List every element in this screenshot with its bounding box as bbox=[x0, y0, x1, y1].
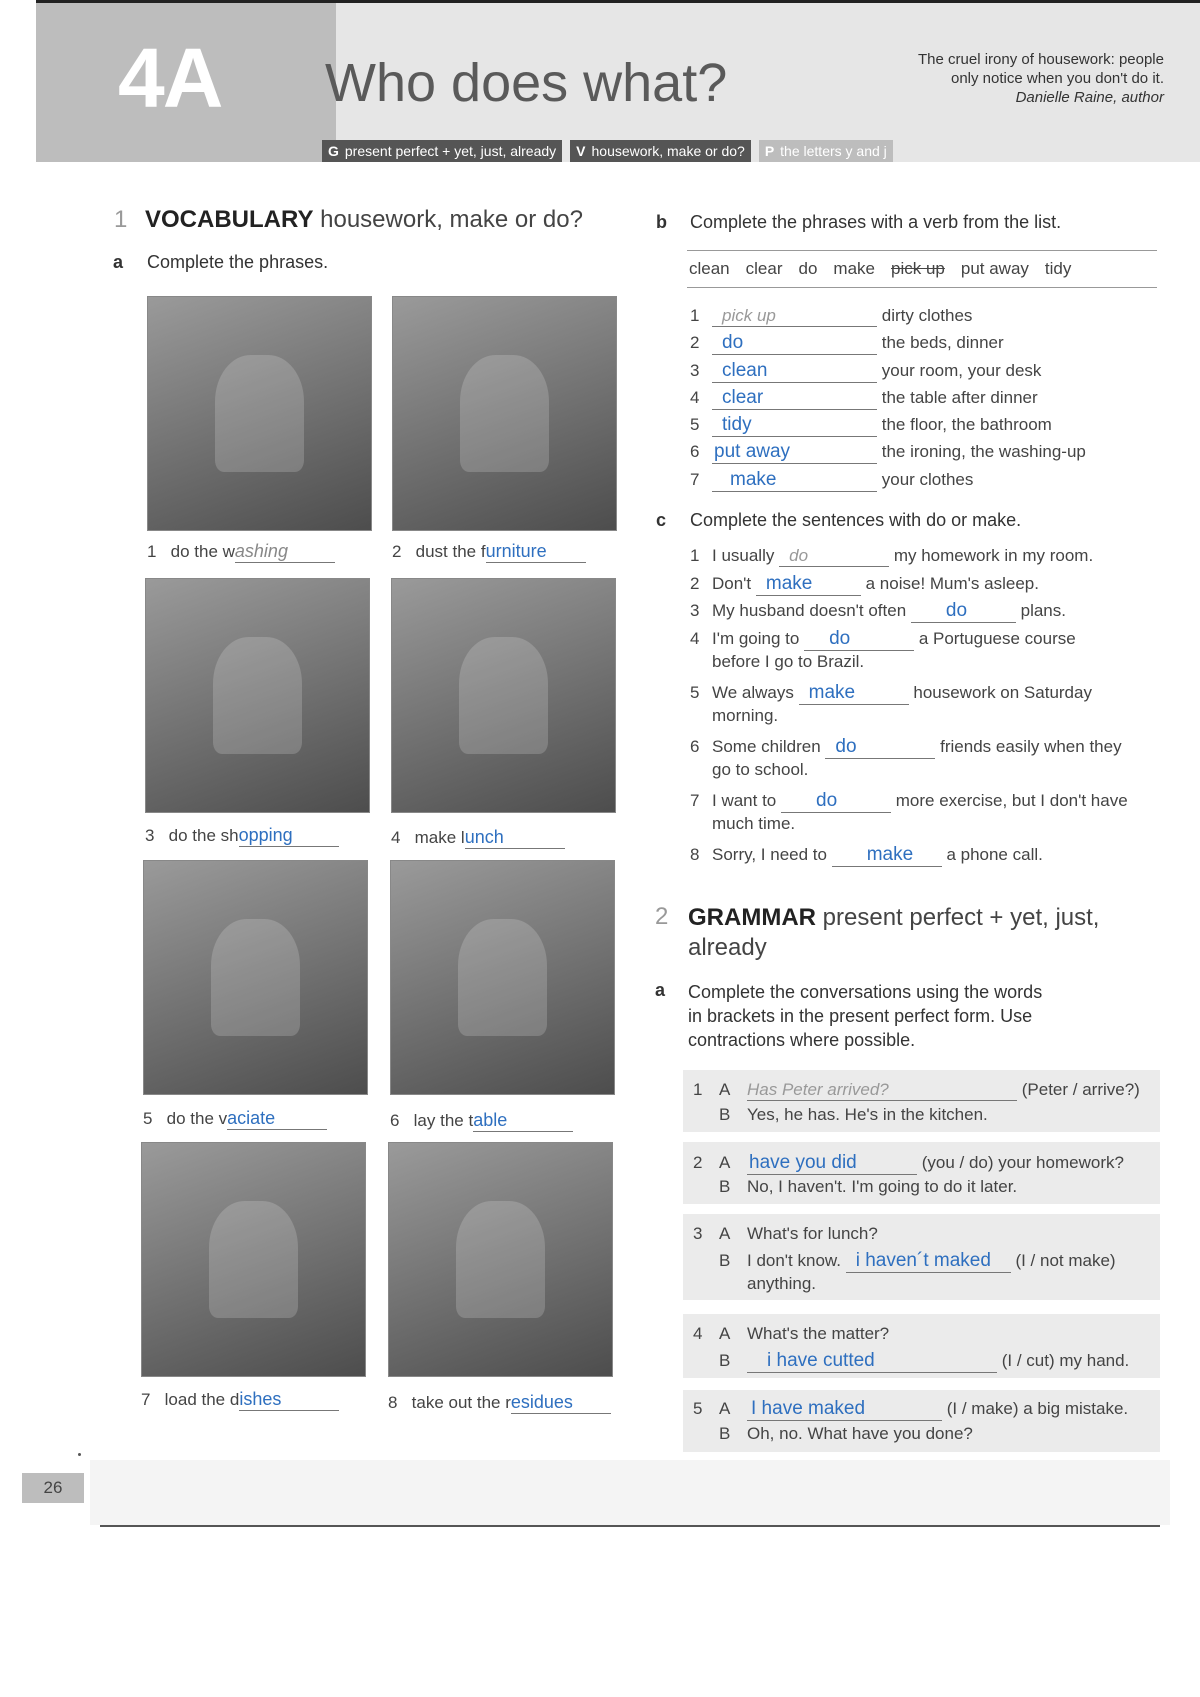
item-prefix: do the w bbox=[170, 542, 235, 561]
item-number: 1 bbox=[690, 306, 700, 325]
answer-input[interactable]: do bbox=[712, 332, 877, 355]
word-item: make bbox=[833, 259, 875, 278]
answer-input[interactable]: make bbox=[832, 844, 942, 867]
line-text: No, I haven't. I'm going to do it later. bbox=[747, 1177, 1018, 1196]
answer-example: Has Peter arrived? bbox=[747, 1080, 1017, 1101]
phrase-text: dirty clothes bbox=[881, 306, 973, 325]
item-prefix: dust the f bbox=[415, 542, 486, 561]
phrase-item bbox=[388, 1392, 611, 1414]
item-prefix: lay the t bbox=[413, 1111, 474, 1130]
sentence-continuation: morning. bbox=[712, 706, 779, 725]
answer-input[interactable]: do bbox=[804, 628, 914, 651]
section-heading-sub: already bbox=[688, 934, 767, 961]
answer-input[interactable]: aciate bbox=[227, 1108, 327, 1130]
answer-input[interactable]: ishes bbox=[239, 1389, 339, 1411]
exercise-instruction: Complete the phrases with a verb from the list. bbox=[690, 212, 1062, 232]
item-number: 6 bbox=[390, 1111, 400, 1130]
item-number: 4 bbox=[693, 1324, 703, 1343]
sentence-row bbox=[690, 682, 1092, 705]
instruction-line: Complete the conversations using the words bbox=[688, 982, 1043, 1002]
answer-input[interactable]: I have maked bbox=[747, 1398, 942, 1421]
answer-input[interactable]: make bbox=[756, 573, 861, 596]
answer-example: pick up bbox=[712, 306, 877, 327]
conversation-line-a bbox=[693, 1324, 889, 1344]
sentence-end: a phone call. bbox=[946, 845, 1043, 864]
focus-tag-pronunciation bbox=[759, 140, 893, 162]
conversation-line-a bbox=[693, 1080, 1140, 1101]
answer-input[interactable]: tidy bbox=[712, 414, 877, 437]
answer-input[interactable]: put away bbox=[712, 441, 877, 464]
exercise-instruction bbox=[688, 980, 1042, 1052]
phrase-text: your clothes bbox=[881, 470, 974, 489]
line-text: What's the matter? bbox=[747, 1324, 890, 1343]
word-item: clear bbox=[745, 259, 783, 278]
phrase-text: the table after dinner bbox=[881, 388, 1038, 407]
sentence-row bbox=[690, 600, 1066, 623]
line-end: (I / cut) my hand. bbox=[1001, 1351, 1130, 1370]
sentence-end: friends easily when they bbox=[940, 737, 1122, 756]
word-item: put away bbox=[960, 259, 1029, 278]
sentence-row bbox=[690, 573, 1039, 596]
photo-shopping bbox=[145, 578, 370, 813]
answer-example: do bbox=[779, 546, 889, 567]
photo-rubbish bbox=[388, 1142, 613, 1377]
sentence-start: My husband doesn't often bbox=[712, 601, 907, 620]
answer-input[interactable]: clean bbox=[712, 360, 877, 383]
focus-letter: G bbox=[328, 143, 339, 159]
sentence-continuation: much time. bbox=[712, 814, 796, 833]
quote bbox=[834, 50, 1164, 107]
item-number: 3 bbox=[145, 826, 155, 845]
sentence-row bbox=[690, 546, 1093, 567]
sentence-end: a Portuguese course bbox=[918, 629, 1076, 648]
answer-input[interactable]: able bbox=[473, 1110, 573, 1132]
answer-input[interactable]: opping bbox=[239, 825, 339, 847]
answer-input[interactable]: esidues bbox=[511, 1392, 611, 1414]
answer-input[interactable]: unch bbox=[465, 827, 565, 849]
answer-input[interactable]: urniture bbox=[486, 541, 586, 563]
section-heading-sub: present perfect + yet, just, bbox=[822, 904, 1100, 931]
item-number: 5 bbox=[693, 1399, 703, 1418]
sentence-row bbox=[690, 628, 1076, 651]
line-continuation: anything. bbox=[747, 1274, 816, 1293]
phrase-row bbox=[690, 414, 1052, 437]
focus-letter: V bbox=[576, 143, 586, 159]
photo-cooking bbox=[391, 578, 616, 813]
quote-author: Danielle Raine, author bbox=[1015, 89, 1164, 106]
phrase-item bbox=[390, 1110, 573, 1132]
sentence-start: Some children bbox=[712, 737, 821, 756]
item-number: 2 bbox=[690, 574, 700, 593]
bottom-rule bbox=[100, 1525, 1160, 1527]
section-heading-sub: housework, make or do? bbox=[320, 206, 583, 233]
conversation-line-a bbox=[693, 1224, 878, 1244]
focus-tag-grammar bbox=[322, 140, 562, 162]
page-number: 26 bbox=[22, 1473, 84, 1503]
word-item: tidy bbox=[1044, 259, 1072, 278]
phrase-row bbox=[690, 332, 1004, 355]
item-prefix: do the sh bbox=[168, 826, 239, 845]
photo-washing bbox=[147, 296, 372, 531]
item-number: 6 bbox=[690, 442, 700, 461]
item-number: 2 bbox=[693, 1153, 703, 1172]
item-prefix: do the v bbox=[166, 1109, 228, 1128]
photo-vacuuming bbox=[143, 860, 368, 1095]
item-number: 6 bbox=[690, 737, 700, 756]
item-number: 7 bbox=[690, 470, 700, 489]
item-number: 2 bbox=[392, 542, 402, 561]
item-prefix: take out the r bbox=[411, 1393, 511, 1412]
photo-dishwasher bbox=[141, 1142, 366, 1377]
phrase-item bbox=[143, 1108, 327, 1130]
line-text: What's for lunch? bbox=[747, 1224, 878, 1243]
item-number: 8 bbox=[388, 1393, 398, 1412]
conversation-line-b bbox=[719, 1350, 1129, 1373]
sentence-start: We always bbox=[712, 683, 794, 702]
focus-letter: P bbox=[764, 143, 775, 159]
line-text: Yes, he has. He's in the kitchen. bbox=[747, 1105, 988, 1124]
line-end: (I / not make) bbox=[1015, 1251, 1116, 1270]
speaker-label: B bbox=[719, 1351, 731, 1370]
line-text: I don't know. bbox=[747, 1251, 841, 1270]
item-prefix: load the d bbox=[164, 1390, 240, 1409]
phrase-item bbox=[145, 825, 339, 847]
speaker-label: B bbox=[719, 1177, 731, 1196]
phrase-item bbox=[141, 1389, 339, 1411]
item-number: 5 bbox=[690, 415, 700, 434]
item-number: 7 bbox=[141, 1390, 151, 1409]
word-item: do bbox=[798, 259, 818, 278]
photo-table bbox=[390, 860, 615, 1095]
sentence-end: plans. bbox=[1020, 601, 1066, 620]
exercise-instruction: Complete the sentences with do or make. bbox=[690, 510, 1022, 530]
speaker-label: B bbox=[719, 1251, 731, 1270]
exercise-letter: c bbox=[656, 510, 667, 530]
exercise-letter: a bbox=[655, 980, 666, 1000]
answer-input[interactable]: do bbox=[911, 600, 1016, 623]
conversation-line-b bbox=[719, 1105, 988, 1125]
item-number: 5 bbox=[143, 1109, 153, 1128]
phrase-item bbox=[147, 541, 335, 563]
sentence-row bbox=[690, 790, 1128, 813]
item-number: 2 bbox=[690, 333, 700, 352]
answer-input[interactable]: do bbox=[825, 736, 935, 759]
focus-tag-vocabulary bbox=[570, 140, 751, 162]
section-heading bbox=[145, 206, 583, 234]
item-number: 3 bbox=[690, 601, 700, 620]
speaker-label: A bbox=[719, 1224, 731, 1243]
section-number: 1 bbox=[114, 206, 128, 233]
answer-input[interactable]: i have cutted bbox=[747, 1350, 997, 1373]
phrase-text: your room, your desk bbox=[881, 361, 1042, 380]
sentence-row bbox=[690, 844, 1043, 867]
sentence-start: I'm going to bbox=[712, 629, 800, 648]
speaker-label: A bbox=[719, 1153, 731, 1172]
focus-text: housework, make or do? bbox=[591, 143, 745, 159]
answer-input[interactable]: make bbox=[799, 682, 909, 705]
sentence-end: my homework in my room. bbox=[893, 546, 1094, 565]
phrase-row bbox=[690, 306, 972, 327]
sentence-start: Sorry, I need to bbox=[712, 845, 827, 864]
item-number: 7 bbox=[690, 791, 700, 810]
conversation-line-a bbox=[693, 1152, 1124, 1175]
item-number: 8 bbox=[690, 845, 700, 864]
sentence-end: a noise! Mum's asleep. bbox=[865, 574, 1039, 593]
conversation-line-b bbox=[719, 1250, 1116, 1273]
item-number: 1 bbox=[690, 546, 700, 565]
answer-input[interactable]: i haven´t maked bbox=[846, 1250, 1011, 1273]
sentence-start: I want to bbox=[712, 791, 777, 810]
speck bbox=[78, 1453, 81, 1456]
word-item: clean bbox=[689, 259, 730, 278]
item-number: 5 bbox=[690, 683, 700, 702]
item-number: 4 bbox=[391, 828, 401, 847]
sentence-end: more exercise, but I don't have bbox=[895, 791, 1128, 810]
section-heading bbox=[688, 903, 1099, 963]
sentence-row bbox=[690, 736, 1122, 759]
word-item-used: pick up bbox=[891, 259, 945, 278]
item-prefix: make l bbox=[414, 828, 465, 847]
item-number: 1 bbox=[693, 1080, 703, 1099]
sentence-end: housework on Saturday bbox=[913, 683, 1092, 702]
conversation-line-b bbox=[719, 1177, 1017, 1197]
item-number: 3 bbox=[693, 1224, 703, 1243]
item-number: 4 bbox=[690, 388, 700, 407]
phrase-text: the beds, dinner bbox=[881, 333, 1004, 352]
photo-dusting bbox=[392, 296, 617, 531]
quote-line: only notice when you don't do it. bbox=[950, 70, 1164, 87]
line-text: Oh, no. What have you done? bbox=[747, 1424, 973, 1443]
section-number: 2 bbox=[655, 903, 669, 930]
section-heading-main: GRAMMAR bbox=[688, 904, 816, 931]
conversation-line-b bbox=[719, 1424, 973, 1444]
answer-input[interactable]: have you did bbox=[747, 1152, 917, 1175]
answer-input[interactable]: make bbox=[712, 469, 877, 492]
sentence-continuation: go to school. bbox=[712, 760, 809, 779]
line-end: (you / do) your homework? bbox=[921, 1153, 1124, 1172]
page-title: Who does what? bbox=[325, 53, 728, 113]
sentence-start: Don't bbox=[712, 574, 752, 593]
phrase-row bbox=[690, 441, 1086, 464]
conversation-line-a bbox=[693, 1398, 1128, 1421]
phrase-item bbox=[391, 827, 565, 849]
quote-line: The cruel irony of housework: people bbox=[918, 51, 1164, 68]
unit-code: 4A bbox=[118, 31, 222, 125]
item-number: 1 bbox=[147, 542, 157, 561]
focus-bar bbox=[322, 140, 893, 162]
line-end: (I / make) a big mistake. bbox=[946, 1399, 1129, 1418]
phrase-row bbox=[690, 387, 1038, 410]
answer-input[interactable]: clear bbox=[712, 387, 877, 410]
focus-text: the letters y and j bbox=[780, 143, 887, 159]
line-end: (Peter / arrive?) bbox=[1021, 1080, 1140, 1099]
sentence-continuation: before I go to Brazil. bbox=[712, 652, 865, 671]
page-bottom-shade bbox=[90, 1460, 1170, 1525]
speaker-label: A bbox=[719, 1080, 731, 1099]
phrase-row bbox=[690, 360, 1041, 383]
answer-example: ashing bbox=[235, 541, 335, 563]
instruction-line: in brackets in the present perfect form. Use bbox=[688, 1006, 1033, 1026]
item-number: 4 bbox=[690, 629, 700, 648]
speaker-label: B bbox=[719, 1105, 731, 1124]
item-number: 3 bbox=[690, 361, 700, 380]
speaker-label: B bbox=[719, 1424, 731, 1443]
speaker-label: A bbox=[719, 1324, 731, 1343]
word-list bbox=[687, 250, 1157, 288]
phrase-row bbox=[690, 469, 973, 492]
speaker-label: A bbox=[719, 1399, 731, 1418]
phrase-text: the ironing, the washing-up bbox=[881, 442, 1086, 461]
instruction-line: contractions where possible. bbox=[688, 1030, 916, 1050]
top-rule bbox=[36, 0, 1200, 3]
exercise-instruction: Complete the phrases. bbox=[147, 252, 329, 272]
exercise-letter: b bbox=[656, 212, 667, 232]
sentence-start: I usually bbox=[712, 546, 775, 565]
section-heading-main: VOCABULARY bbox=[145, 206, 314, 233]
phrase-text: the floor, the bathroom bbox=[881, 415, 1052, 434]
focus-text: present perfect + yet, just, already bbox=[344, 143, 557, 159]
exercise-letter: a bbox=[113, 252, 124, 272]
answer-input[interactable]: do bbox=[781, 790, 891, 813]
phrase-item bbox=[392, 541, 586, 563]
